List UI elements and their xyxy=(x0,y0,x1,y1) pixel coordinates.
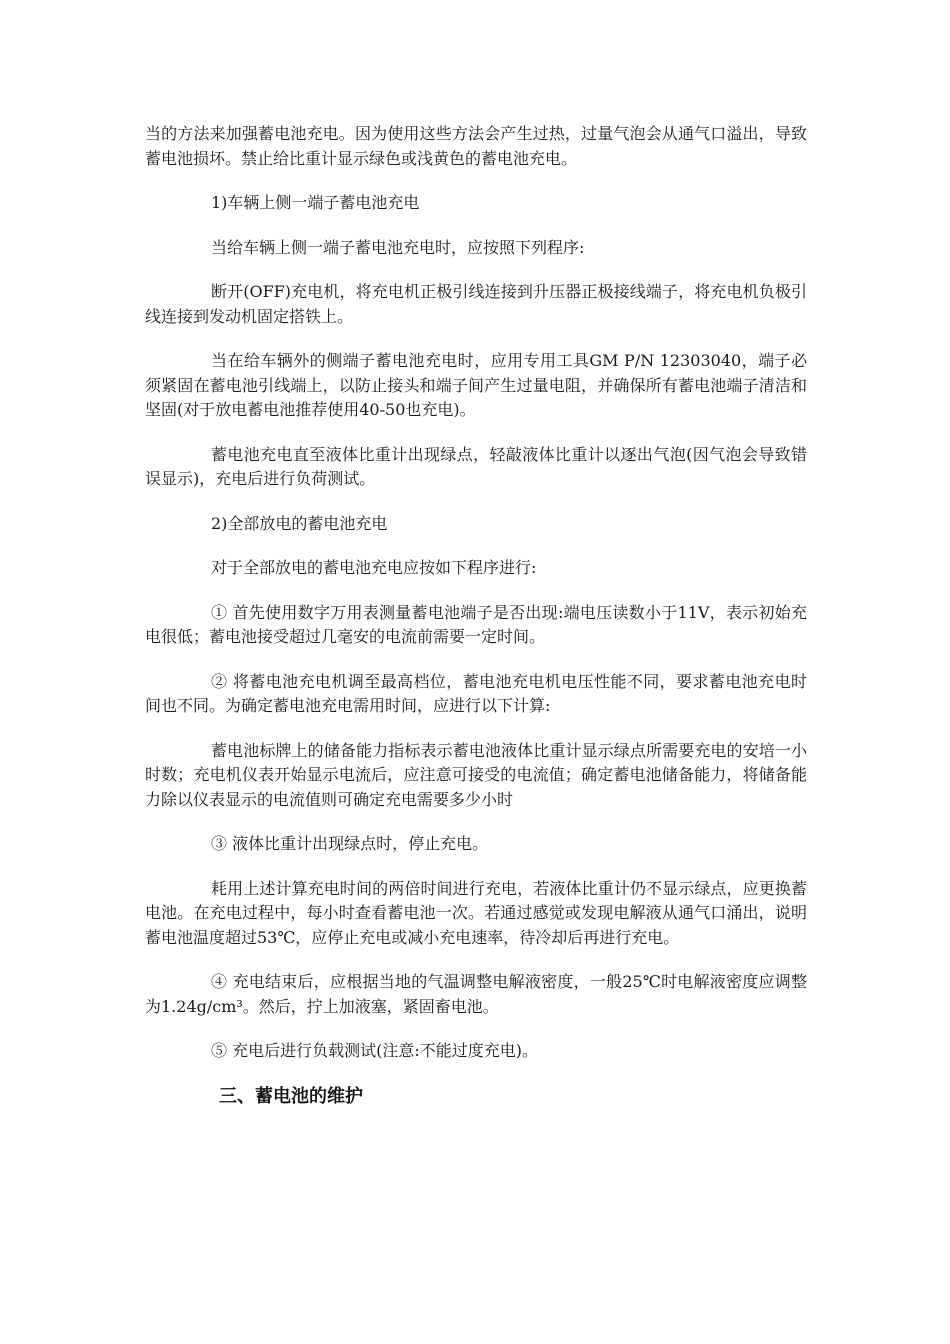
step-1: ① 首先使用数字万用表测量蓄电池端子是否出现:端电压读数小于11V，表示初始充电很低；蓄电池接受超过几毫安的电流前需要一定时间。 xyxy=(145,602,807,646)
paragraph: 耗用上述计算充电时间的两倍时间进行充电，若液体比重计仍不显示绿点，应更换蓄电池。在充电过程中，每小时查看蓄电池一次。若通过感觉或发现电解液从通气口涌出，说明蓄电池温度超过53℃，应停止充电或减小充电速率，待冷却后再进行充电。 xyxy=(145,878,807,947)
step-3: ③ 液体比重计出现绿点时，停止充电。 xyxy=(211,834,489,853)
paragraph: 当在给车辆外的侧端子蓄电池充电时，应用专用工具GM P/N 12303040，端子必须紧固在蓄电池引线端上，以防止接头和端子间产生过量电阻，并确保所有蓄电池端子清洁和坚固(对于放电蓄电池推荐使用40-50也充电)。 xyxy=(145,351,807,419)
section-heading: 三、蓄电池的维护 xyxy=(219,1085,363,1107)
paragraph: 蓄电池标牌上的储备能力指标表示蓄电池液体比重计显示绿点所需要充电的安培一小时数；充电机仪表开始显示电流后，应注意可接受的电流值；确定蓄电池储备能力，将储备能力除以仪表显示的电流值则可确定充电需要多少小时 xyxy=(145,740,807,809)
subheading-fully-discharged-charging: 2)全部放电的蓄电池充电 xyxy=(211,513,388,533)
step-5: ⑤ 充电后进行负载测试(注意:不能过度充电)。 xyxy=(211,1041,538,1060)
paragraph: 当给车辆上侧一端子蓄电池充电时，应按照下列程序: xyxy=(211,237,585,257)
paragraph: 对于全部放电的蓄电池充电应按如下程序进行: xyxy=(211,558,537,577)
paragraph-continuation: 当的方法来加强蓄电池充电。因为使用这些方法会产生过热，过量气泡会从通气口溢出，导致蓄电池损坏。禁止给比重计显示绿色或浅黄色的蓄电池充电。 xyxy=(145,124,807,168)
step-2: ② 将蓄电池充电机调至最高档位，蓄电池充电机电压性能不同，要求蓄电池充电时间也不同。为确定蓄电池充电需用时间，应进行以下计算: xyxy=(145,671,807,715)
paragraph: 断开(OFF)充电机，将充电机正极引线连接到升压器正极接线端子，将充电机负极引线连接到发动机固定搭铁上。 xyxy=(145,282,807,326)
step-4: ④ 充电结束后，应根据当地的气温调整电解液密度，一般25℃时电解液密度应调整为1.24g/cm³。然后，拧上加液塞，紧固畜电池。 xyxy=(145,972,807,1016)
document-body xyxy=(145,122,807,1110)
subheading-side-terminal-charging: 1)车辆上侧一端子蓄电池充电 xyxy=(211,193,420,212)
paragraph: 蓄电池充电直至液体比重计出现绿点，轻敲液体比重计以逐出气泡(因气泡会导致错误显示)，充电后进行负荷测试。 xyxy=(145,444,807,488)
